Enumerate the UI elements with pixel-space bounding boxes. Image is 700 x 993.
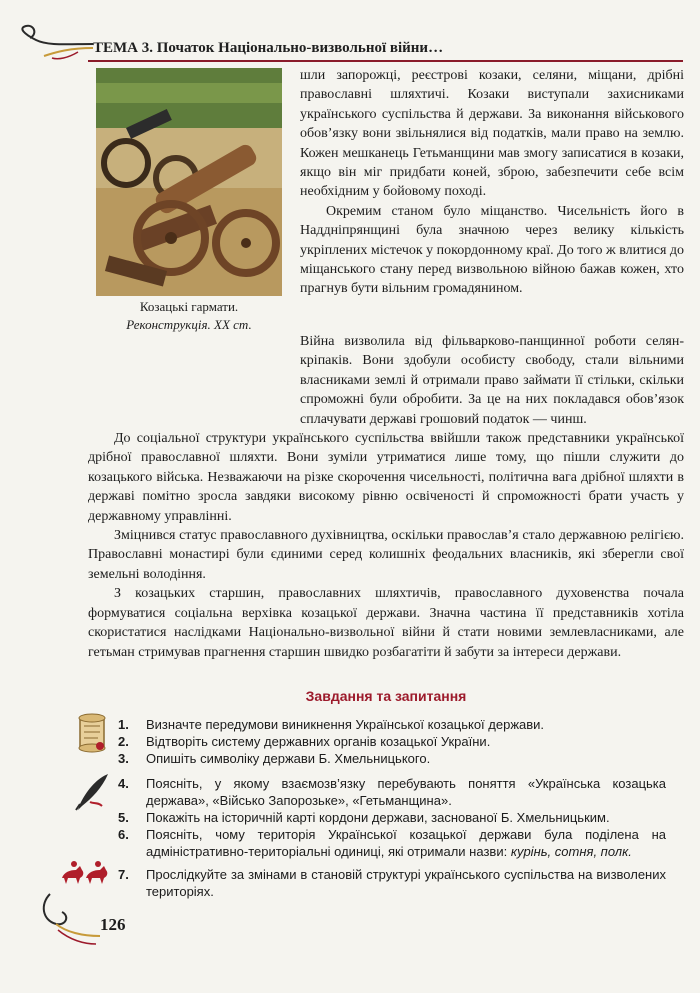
paragraph: З козацьких старшин, православних шляхтичів, православного духовенства почала формуватися соціальна верхівка козацької держави. Значна частина її представників хотіла скористатися наслідками Національно-визвольної війни й стати новими землевласниками, але гетьман стримував прагнення старшин швидко розбагатіти й забути за інтереси держави. <box>88 586 684 660</box>
task-text: Визначте передумови виникнення Української козацької держави. <box>146 717 545 732</box>
task-number: 7. <box>118 867 129 882</box>
paragraph: шли запорожці, реєстрові козаки, селяни, міщани, дрібні православні шляхтичі. Козаки виступали захисниками українського суспільства й держави. За виконання військового обов’язку вони звільнялися від податків, мали право на землю. Кожен мешканець Гетьманщини мав змогу записатися в козаки, якщо він міг придбати коней, зброю, забезпечити себе всім необхідним у бойовому поході. <box>300 68 684 200</box>
scroll-icon <box>74 712 110 759</box>
body-text-right-column <box>300 66 684 299</box>
task-text-main: Поясніть, чому територія Української козацької держави була поділена на адміністративно-територіальні одиниці, які отримали назви: <box>146 827 666 859</box>
task-number: 2. <box>118 734 129 749</box>
ornament-flourish-bottom <box>36 890 106 955</box>
task-text: Відтворіть систему державних органів козацької України. <box>146 734 491 749</box>
cannon-photo <box>96 68 282 296</box>
task-text <box>146 826 666 860</box>
task-number: 6. <box>118 827 129 842</box>
page-header-title: ТЕМА 3. Початок Національно-визвольної війни… <box>93 40 444 56</box>
task-text: Покажіть на історичній карті кордони держави, заснованої Б. Хмельницьким. <box>146 810 610 825</box>
quill-icon <box>72 772 112 817</box>
paragraph: Окремим станом було міщанство. Чисельність його в Наддніпрянщині була значною через велику кількість укріплених містечок у покордонному краї. До того ж влитися до міщанського стану перед визвольною війною бажав кожен, хто прагнув бути вільним громадянином. <box>300 203 685 297</box>
task-number: 3. <box>118 751 129 766</box>
paragraph: Зміцнився статус православного духівництва, оскільки православ’я стало державною релігією. Православні монастирі були єдиними серед колишніх феодальних власників, які зберегли свої земельні володіння. <box>88 528 684 582</box>
task-number: 4. <box>118 776 129 791</box>
task-text-italic: курінь, сотня, полк. <box>510 844 632 859</box>
horsemen-icon <box>58 858 114 893</box>
task-text: Опишіть символіку держави Б. Хмельницького. <box>146 751 431 766</box>
header-rule <box>88 60 683 62</box>
figure-caption <box>96 298 282 334</box>
caption-title: Козацькі гармати. <box>139 299 239 314</box>
tasks-heading: Завдання та запитання <box>305 688 467 704</box>
task-text: Поясніть, у якому взаємозв’язку перебувають поняття «Українська козацька держава», «Військо Запорозьке», «Гетьманщина». <box>146 776 666 808</box>
ornament-flourish-top <box>8 22 98 67</box>
task-number: 5. <box>118 810 129 825</box>
body-text-full-width <box>88 332 684 662</box>
page-number: 126 <box>100 915 126 934</box>
paragraph: Війна визволила від фільварково-панщинної роботи селян-кріпаків. Вони здобули особисту свободу, стали вільними власниками землі й отримали право займати її стільки, скільки спроможні були обробити. За це на них покладався обов’язок сплачувати державі грошовий податок — чинш. <box>300 334 684 427</box>
paragraph: До соціальної структури українського суспільства ввійшли також представники української дрібної православної шляхти. Вони зуміли утриматися лише тому, що пішли служити до козацького війська. Незважаючи на різке скорочення чисельності, політична вага дрібної шляхти в державі помітно зросла завдяки високому рівню освіченості й спроможності брати участь у державному управлінні. <box>88 431 684 524</box>
task-text: Прослідкуйте за змінами в становій структурі українського суспільства на визволених територіях. <box>146 867 666 899</box>
task-number: 1. <box>118 717 129 732</box>
caption-subtitle: Реконструкція. XX ст. <box>126 317 252 332</box>
